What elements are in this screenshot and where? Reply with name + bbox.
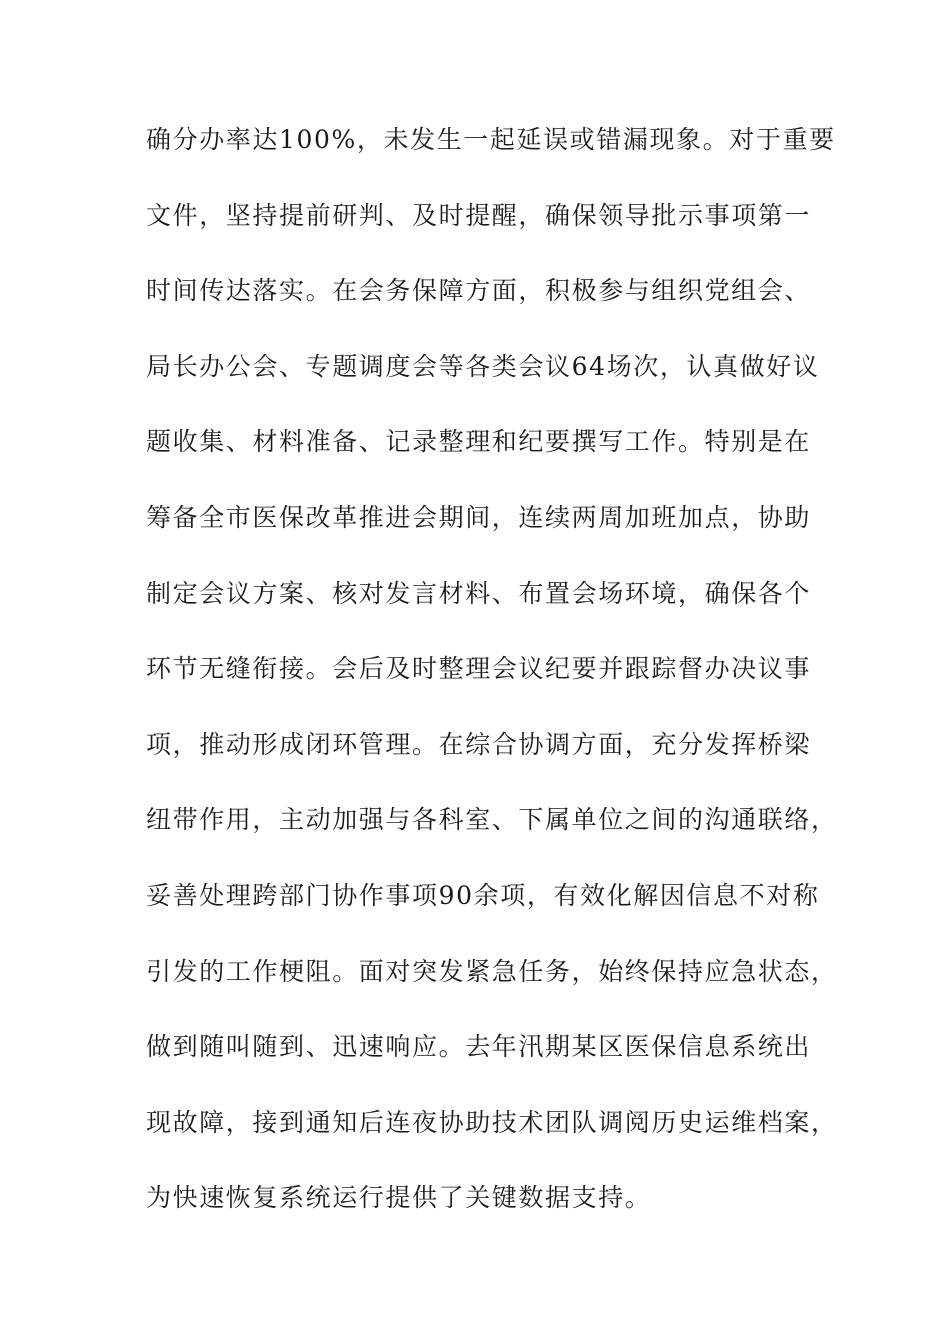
body-paragraph	[146, 118, 838, 1252]
text-line-3: 时间传达落实。在会务保障方面，积极参与组织党组会、	[146, 276, 812, 306]
text-line-9: 项，推动形成闭环管理。在综合协调方面，充分发挥桥梁	[146, 729, 812, 759]
text-line-10: 纽带作用，主动加强与各科室、下属单位之间的沟通联络，	[146, 805, 838, 835]
text-line-13: 做到随叫随到、迅速响应。去年汛期某区医保信息系统出	[146, 1032, 812, 1062]
text-line-1: 确分办率达100%，未发生一起延误或错漏现象。对于重要	[146, 125, 836, 154]
text-line-12: 引发的工作梗阻。面对突发紧急任务，始终保持应急状态，	[146, 956, 838, 986]
text-line-15: 为快速恢复系统运行提供了关键数据支持。	[146, 1183, 652, 1213]
text-line-8: 环节无缝衔接。会后及时整理会议纪要并跟踪督办决议事	[146, 654, 812, 684]
text-line-4: 局长办公会、专题调度会等各类会议64场次，认真做好议	[146, 351, 820, 381]
text-line-6: 筹备全市医保改革推进会期间，连续两周加班加点，协助	[146, 502, 812, 532]
text-line-2: 文件，坚持提前研判、及时提醒，确保领导批示事项第一	[146, 200, 812, 230]
text-line-11: 妥善处理跨部门协作事项90余项，有效化解因信息不对称	[146, 880, 820, 910]
text-line-14: 现故障，接到通知后连夜协助技术团队调阅历史运维档案，	[146, 1107, 838, 1137]
text-line-5: 题收集、材料准备、记录整理和纪要撰写工作。特别是在	[146, 427, 812, 457]
text-line-7: 制定会议方案、核对发言材料、布置会场环境，确保各个	[146, 578, 812, 608]
